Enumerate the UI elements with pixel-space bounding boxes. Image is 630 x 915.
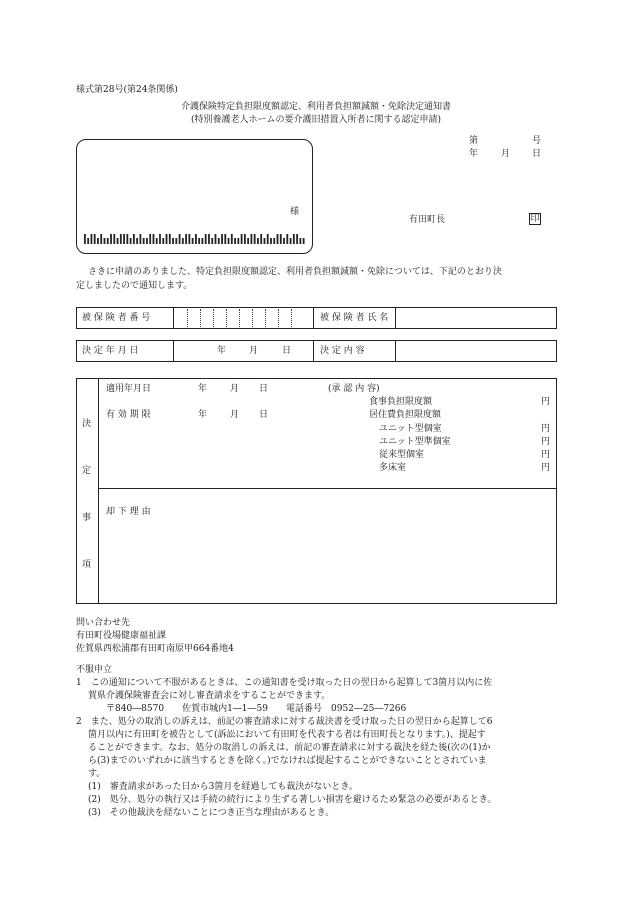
food-limit-yen: 円 [541, 397, 551, 407]
apply-day: 日 [259, 384, 269, 394]
side-label-ketsu: 決 [82, 419, 92, 429]
appeal-p1-line1: 1 この通知について不服があるときは、この通知書を受け取った日の翌日から起算して3箇月以内に佐 [76, 678, 493, 688]
room-multibed: 多床室 [379, 463, 407, 473]
room-unit-private: ユニット型個室 [379, 424, 442, 434]
appeal-p2-line4: ら(3)までのいずれかに該当するときを除く。)でなければ提起することができないこととされていま [88, 756, 487, 766]
apply-month: 月 [230, 384, 240, 394]
decision-date-label: 決 定 年 月 日 [82, 346, 139, 356]
appeal-item-3: (3) その他裁決を経ないことにつき正当な理由があるとき。 [88, 808, 335, 818]
doc-number-dai: 第 [469, 136, 479, 146]
appeal-p2-line5: す。 [88, 769, 106, 779]
appeal-p2-line3: ることができます。なお、処分の取消しの訴えは、前記の審査請求に対する裁決を経た後(次の(1)か [88, 743, 491, 753]
decision-date-row [76, 340, 557, 362]
room-unit-semiprivate: ユニット型準個室 [379, 437, 451, 447]
appeal-p2-line1: 2 また、処分の取消しの訴えは、前記の審査請求に対する裁決書を受け取った日の翌日から起算して6 [76, 717, 493, 727]
apply-date-label: 適用年月日 [106, 384, 152, 394]
decision-month: 月 [249, 346, 259, 356]
appeal-p1-address: 〒840―8570 佐賀市城内1―1―59 電話番号 0952―25―7266 [106, 704, 407, 714]
contact-address: 佐賀県西松浦郡有田町南原甲664番地4 [76, 644, 234, 654]
postal-barcode [84, 234, 306, 244]
valid-day: 日 [259, 410, 269, 420]
approved-content-label: (承 認 内 容) [328, 384, 380, 394]
decision-content-label: 決 定 内 容 [320, 346, 365, 356]
appeal-p2-line2: 箇月以内に有田町を被告として(訴訟において有田町を代表する者は有田町長となります。)、提起す [88, 730, 486, 740]
document-subtitle: (特別養護老人ホームの要介護旧措置入所者に関する認定申請) [190, 115, 442, 125]
room-multibed-yen: 円 [541, 463, 551, 473]
insured-name-label: 被 保 険 者 氏 名 [320, 313, 389, 323]
decision-day: 日 [282, 346, 292, 356]
appeal-item-2: (2) 処分、処分の執行又は手続の続行により生ずる著しい損害を避けるため緊急の必要があるとき。 [88, 795, 497, 805]
decision-year: 年 [217, 346, 227, 356]
housing-limit-label: 居住費負担限度額 [369, 410, 442, 420]
official-seal-mark: 印 [530, 214, 540, 224]
valid-year: 年 [198, 410, 208, 420]
form-number: 様式第28号(第24条関係) [76, 85, 178, 95]
valid-month: 月 [230, 410, 240, 420]
intro-text-line2: 定しましたので通知します。 [76, 281, 193, 291]
valid-until-label: 有 効 期 限 [106, 410, 151, 420]
appeal-item-1: (1) 審査請求があった日から3箇月を経過しても裁決がないとき。 [88, 782, 359, 792]
doc-date-month: 月 [501, 149, 511, 159]
contact-heading: 問い合わせ先 [76, 618, 131, 628]
room-unit-private-yen: 円 [541, 424, 551, 434]
appeal-heading: 不服申立 [76, 665, 113, 675]
appeal-p1-line2: 賀県介護保険審査会に対し審査請求をすることができます。 [88, 691, 331, 701]
doc-number-go: 号 [532, 136, 542, 146]
food-limit-label: 食事負担限度額 [369, 397, 433, 407]
document-title: 介護保険特定負担限度額認定、利用者負担額減額・免除決定通知書 [180, 102, 451, 112]
issuer-name: 有田町長 [409, 215, 446, 225]
reject-reason-label: 却 下 理 由 [106, 507, 151, 517]
doc-date-day: 日 [532, 149, 542, 159]
intro-text-line1: さきに申請のありました、特定負担限度額認定、利用者負担額減額・免除については、下記のとおり決 [88, 267, 502, 277]
side-label-ji: 事 [82, 513, 92, 523]
room-conventional-private: 従来型個室 [379, 450, 425, 460]
apply-year: 年 [198, 384, 208, 394]
insured-number-label: 被 保 険 者 番 号 [82, 313, 151, 323]
doc-date-year: 年 [469, 149, 479, 159]
room-conventional-private-yen: 円 [541, 450, 551, 460]
room-unit-semiprivate-yen: 円 [541, 437, 551, 447]
side-label-kou: 項 [82, 560, 92, 570]
side-label-tei: 定 [82, 466, 92, 476]
contact-department: 有田町役場健康福祉課 [76, 631, 167, 641]
recipient-suffix: 様 [290, 207, 300, 217]
